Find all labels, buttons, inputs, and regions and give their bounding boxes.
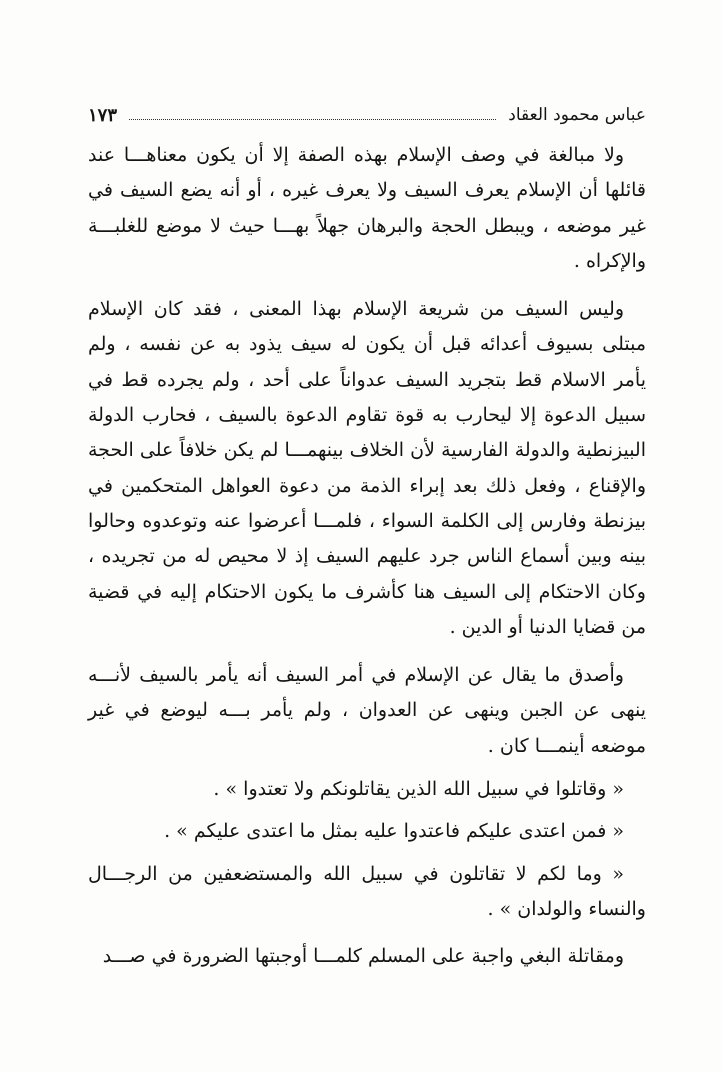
dot-leader — [129, 119, 496, 120]
quran-quote-1: « وقاتلوا في سبيل الله الذين يقاتلونكم ولا تعتدوا » . — [213, 778, 624, 801]
body-text — [88, 138, 646, 975]
quran-quote-3: « وما لكم لا تقاتلون في سبيل الله والمستضعفين من الرجـــال والنساء والولدان » . — [88, 862, 646, 920]
paragraph-1: ولا مبالغة في وصف الإسلام بهذه الصفة إلا أن يكون معناهـــا عند قائلها أن الإسلام يعرف السيف ولا يعرف غيره ، أو أنه يضع السيف في غير موضعه ، ويبطل الحجة والبرهان جهلاً بهـــا حيث لا موضع للغلبـــة والإكراه . — [88, 144, 646, 272]
paragraph-2: وليس السيف من شريعة الإسلام بهذا المعنى ، فقد كان الإسلام مبتلى بسيوف أعدائه قبل أن يكون له سيف يذود به عن نفسه ، ولم يأمر الاسلام قط بتجريد السيف عدواناً على أحد ، ولم يجرده قط في سبيل الدعوة إلا ليحارب به قوة تقاوم الدعوة بالسيف ، فحارب الدولة البيزنطية والدولة الفارسية لأن الخلاف بينهمـــا لم يكن خلافاً على الحجة والإقناع ، وفعل ذلك بعد إبراء الذمة من دعوة العواهل المتحكمين في بيزنطة وفارس إلى الكلمة السواء ، فلمـــا أعرضوا عنه وتوعدوه وحالوا بينه وبين أسماع الناس جرد عليهم السيف إذ لا محيص له من تجريده ، وكان الاحتكام إلى السيف هنا كأشرف ما يكون الاحتكام إليه في قضية من قضايا الدنيا أو الدين . — [88, 298, 646, 638]
page-number: ١٧٣ — [88, 104, 118, 126]
quran-quote-2: « فمن اعتدى عليكم فاعتدوا عليه بمثل ما اعتدى عليكم » . — [164, 820, 624, 843]
running-head — [88, 100, 646, 130]
closing-paragraph: ومقاتلة البغي واجبة على المسلم كلمـــا أوجبتها الضرورة في صـــد — [102, 945, 624, 968]
paragraph-3: وأصدق ما يقال عن الإسلام في أمر السيف أنه يأمر بالسيف لأنـــه ينهى عن الجبن وينهى عن العدوان ، ولم يأمر بـــه ليوضع في غير موضعه أينمـــا كان . — [88, 664, 646, 757]
running-title: عباس محمود العقاد — [508, 105, 646, 125]
